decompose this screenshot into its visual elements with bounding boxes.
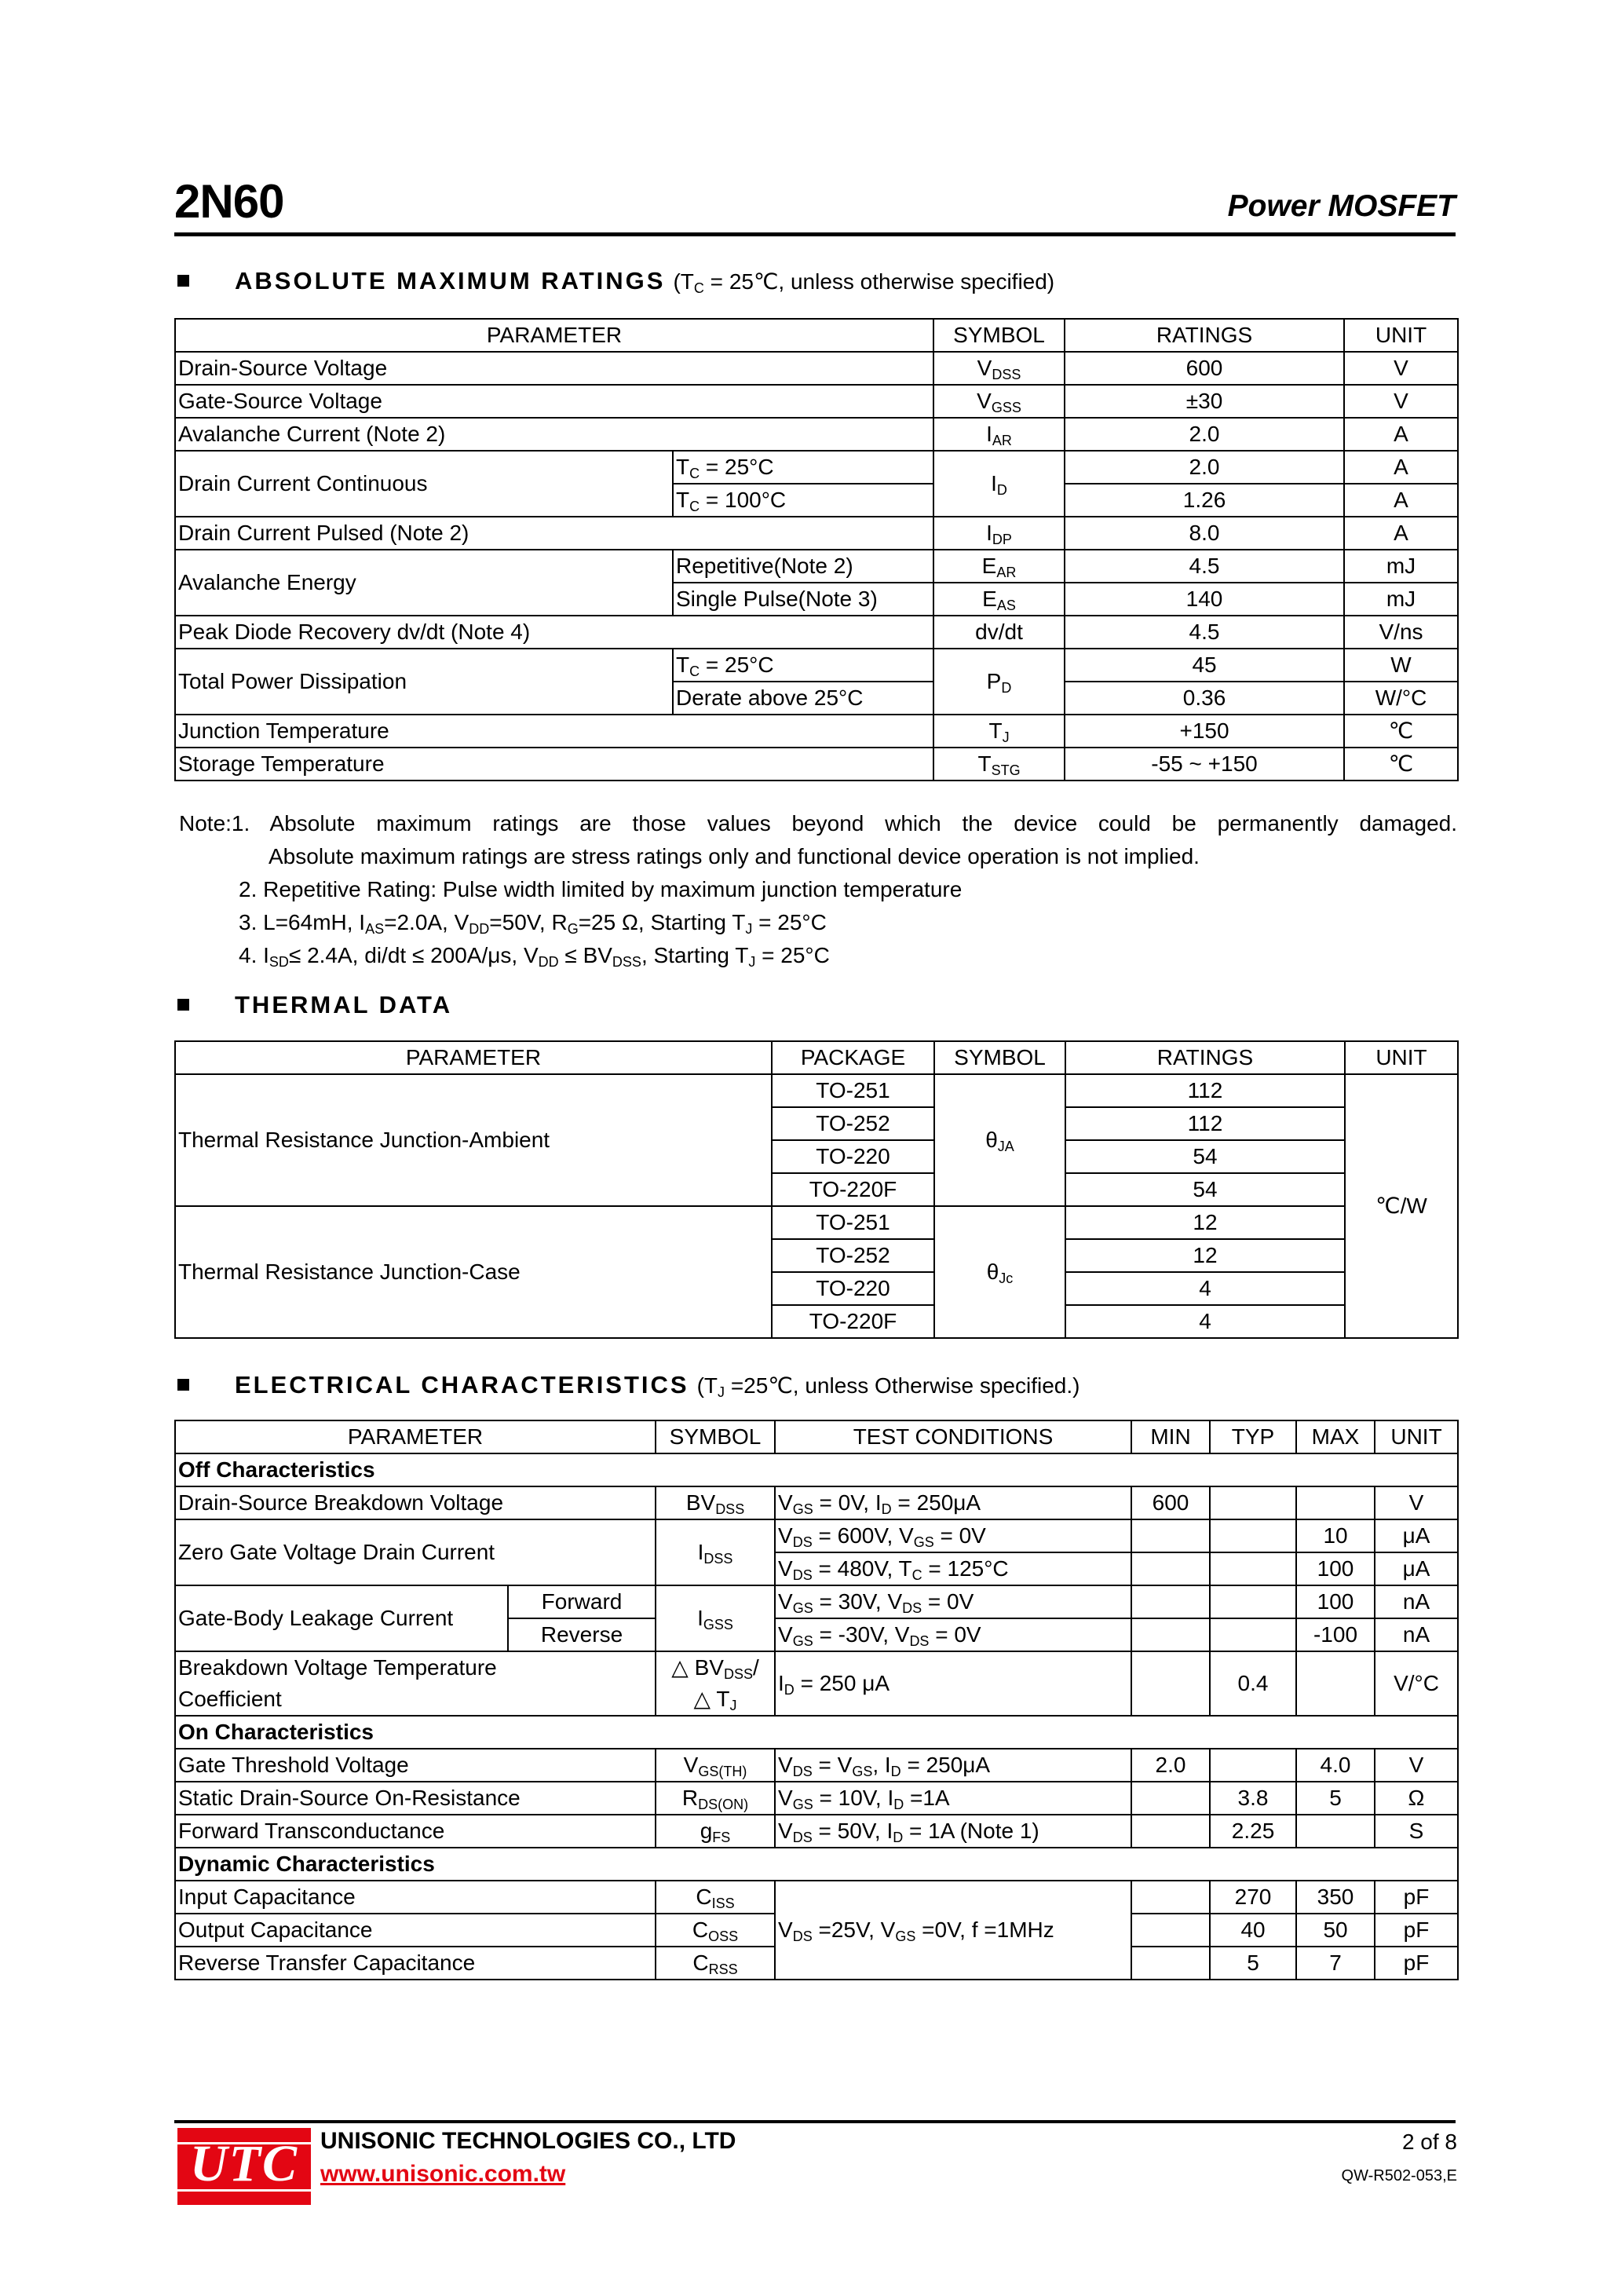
param-cell: Output Capacitance [175, 1914, 656, 1947]
condition-cell: $T_C = 25^\circ C$ [673, 451, 933, 484]
param-cell: Input Capacitance [175, 1881, 656, 1914]
max-cell: -100 [1296, 1618, 1375, 1651]
table-row [175, 517, 1458, 550]
symbol-cell: $E_{AS}$ [933, 583, 1065, 616]
max-cell: 50 [1296, 1914, 1375, 1947]
max-cell [1296, 1651, 1375, 1716]
unit-cell: V [1344, 352, 1458, 385]
param-cell: Avalanche Current (Note 2) [175, 418, 933, 451]
min-cell [1131, 1782, 1210, 1815]
header-cell: SYMBOL [934, 1041, 1065, 1074]
footer-rule [174, 2120, 1456, 2123]
symbol-cell: $T_{STG}$ [933, 748, 1065, 781]
off-characteristics-heading: Off Characteristics [175, 1453, 1458, 1486]
condition-cell: Repetitive(Note 2) [673, 550, 933, 583]
package-cell: TO-251 [772, 1206, 934, 1239]
rating-cell: 4.5 [1065, 616, 1344, 649]
max-cell: 7 [1296, 1947, 1375, 1980]
param-cell: Drain-Source Breakdown Voltage [175, 1486, 656, 1519]
param-cell: Gate-Source Voltage [175, 385, 933, 418]
header-cell: TEST CONDITIONS [775, 1420, 1131, 1453]
param-cell: Thermal Resistance Junction-Ambient [175, 1074, 772, 1206]
header-cell: MIN [1131, 1420, 1210, 1453]
note-1: Note:1. Absolute maximum ratings are those values beyond which the device could be permanently damaged. [179, 811, 1457, 835]
rating-cell: 600 [1065, 352, 1344, 385]
table-row [175, 1486, 1458, 1519]
subheader-row [175, 1453, 1458, 1486]
unit-cell: nA [1375, 1585, 1458, 1618]
max-cell: 4.0 [1296, 1749, 1375, 1782]
electrical-characteristics-table [174, 1420, 1459, 1980]
typ-cell [1210, 1749, 1296, 1782]
notes-block [179, 807, 1457, 972]
max-cell: 100 [1296, 1552, 1375, 1585]
table-row [175, 748, 1458, 781]
unit-cell: mJ [1344, 550, 1458, 583]
dynamic-characteristics-heading: Dynamic Characteristics [175, 1848, 1458, 1881]
header-rule [174, 232, 1456, 236]
min-cell [1131, 1947, 1210, 1980]
header-cell: TYP [1210, 1420, 1296, 1453]
unit-cell: A [1344, 451, 1458, 484]
package-cell: TO-220 [772, 1140, 934, 1173]
symbol-cell: $R_{DS(ON)}$ [656, 1782, 775, 1815]
package-cell: TO-251 [772, 1074, 934, 1107]
condition-cell: $V_{DS} = V_{GS}$, $I_D = 250\mu A$ [775, 1749, 1131, 1782]
symbol-cell: $I_{AR}$ [933, 418, 1065, 451]
symbol-cell: $V_{GS(TH)}$ [656, 1749, 775, 1782]
header-cell: SYMBOL [933, 319, 1065, 352]
max-cell: 5 [1296, 1782, 1375, 1815]
max-cell [1296, 1486, 1375, 1519]
thermal-data-table [174, 1040, 1459, 1339]
max-cell: 10 [1296, 1519, 1375, 1552]
unit-cell: pF [1375, 1881, 1458, 1914]
symbol-cell: $I_{DP}$ [933, 517, 1065, 550]
part-number: 2N60 [174, 175, 284, 228]
param-cell: Breakdown Voltage Temperature Coefficient [175, 1651, 656, 1716]
subheader-row [175, 1848, 1458, 1881]
symbol-cell: $I_{DSS}$ [656, 1519, 775, 1585]
param-cell: Avalanche Energy [175, 550, 673, 616]
header-cell: PARAMETER [175, 319, 933, 352]
condition-cell: $V_{DS} = 50V$, $I_D = 1A$ (Note 1) [775, 1815, 1131, 1848]
table-row [175, 1651, 1458, 1716]
bullet-square-icon [177, 275, 189, 287]
table-row [175, 649, 1458, 682]
header-cell: PARAMETER [175, 1041, 772, 1074]
rating-cell: -55 ~ +150 [1065, 748, 1344, 781]
note-1-cont: Absolute maximum ratings are stress ratings only and functional device operation is not implied. [269, 844, 1200, 868]
unit-cell: V [1375, 1749, 1458, 1782]
min-cell [1131, 1519, 1210, 1552]
header-cell: UNIT [1375, 1420, 1458, 1453]
unit-cell: A [1344, 517, 1458, 550]
min-cell [1131, 1552, 1210, 1585]
table-row [175, 451, 1458, 484]
header-cell: RATINGS [1065, 319, 1344, 352]
condition-cell: $V_{DS} = 480V$, $T_C = 125^\circ C$ [775, 1552, 1131, 1585]
symbol-cell: △ $BV_{DSS}/$ △ $T_J$ [656, 1651, 775, 1716]
table-row [175, 418, 1458, 451]
rating-cell: 12 [1065, 1239, 1345, 1272]
unit-cell: S [1375, 1815, 1458, 1848]
table-row [175, 1749, 1458, 1782]
table-row [175, 1881, 1458, 1914]
subheader-row [175, 1716, 1458, 1749]
condition-cell: $V_{DS} =25V$, $V_{GS} =0V$, f =1MHz [775, 1881, 1131, 1980]
symbol-cell: $I_{GSS}$ [656, 1585, 775, 1651]
table-row [175, 715, 1458, 748]
package-cell: TO-220F [772, 1173, 934, 1206]
utc-logo: UTC [177, 2128, 311, 2205]
typ-cell [1210, 1486, 1296, 1519]
document-number: QW-R502-053,E [1341, 2167, 1457, 2184]
note-2: 2. Repetitive Rating: Pulse width limited by maximum junction temperature [239, 877, 963, 901]
bullet-square-icon [177, 1379, 189, 1391]
package-cell: TO-252 [772, 1239, 934, 1272]
rating-cell: 4 [1065, 1305, 1345, 1338]
header-cell: UNIT [1344, 319, 1458, 352]
table-header-row [175, 1420, 1458, 1453]
rating-cell: 8.0 [1065, 517, 1344, 550]
unit-cell: nA [1375, 1618, 1458, 1651]
on-characteristics-heading: On Characteristics [175, 1716, 1458, 1749]
symbol-cell: $C_{OSS}$ [656, 1914, 775, 1947]
thermal-section-title: THERMAL DATA [177, 991, 452, 1019]
param-cell: Thermal Resistance Junction-Case [175, 1206, 772, 1338]
symbol-cell: $V_{GSS}$ [933, 385, 1065, 418]
condition-cell: $V_{GS} = 10V$, $I_D =1A$ [775, 1782, 1131, 1815]
symbol-cell: $C_{ISS}$ [656, 1881, 775, 1914]
param-cell: Gate-Body Leakage Current [175, 1585, 508, 1651]
table-row [175, 616, 1458, 649]
unit-cell: ℃ [1344, 715, 1458, 748]
absolute-maximum-ratings-table [174, 318, 1459, 781]
package-cell: TO-220 [772, 1272, 934, 1305]
typ-cell: 40 [1210, 1914, 1296, 1947]
max-cell: 100 [1296, 1585, 1375, 1618]
min-cell [1131, 1585, 1210, 1618]
symbol-cell: $\theta_{JA}$ [934, 1074, 1065, 1206]
symbol-cell: $T_J$ [933, 715, 1065, 748]
symbol-cell: $E_{AR}$ [933, 550, 1065, 583]
rating-cell: 4 [1065, 1272, 1345, 1305]
header-cell: MAX [1296, 1420, 1375, 1453]
condition-cell: $I_D = 250$ μA [775, 1651, 1131, 1716]
param-cell: Gate Threshold Voltage [175, 1749, 656, 1782]
table-row [175, 385, 1458, 418]
table-row [175, 352, 1458, 385]
bullet-square-icon [177, 999, 189, 1011]
table-row [175, 1206, 1458, 1239]
table-row [175, 1074, 1458, 1107]
header-cell: SYMBOL [656, 1420, 775, 1453]
rating-cell: 112 [1065, 1074, 1345, 1107]
condition-cell: $T_C = 25^\circ C$ [673, 649, 933, 682]
min-cell [1131, 1651, 1210, 1716]
unit-cell: A [1344, 418, 1458, 451]
table-row [175, 1815, 1458, 1848]
param-cell: Reverse Transfer Capacitance [175, 1947, 656, 1980]
typ-cell: 270 [1210, 1881, 1296, 1914]
param-cell: Drain Current Pulsed (Note 2) [175, 517, 933, 550]
symbol-cell: $I_D$ [933, 451, 1065, 517]
param-cell: Drain Current Continuous [175, 451, 673, 517]
max-cell: 350 [1296, 1881, 1375, 1914]
typ-cell [1210, 1585, 1296, 1618]
typ-cell [1210, 1519, 1296, 1552]
package-cell: TO-220F [772, 1305, 934, 1338]
header-cell: RATINGS [1065, 1041, 1345, 1074]
rating-cell: 45 [1065, 649, 1344, 682]
param-cell: Zero Gate Voltage Drain Current [175, 1519, 656, 1585]
min-cell [1131, 1815, 1210, 1848]
unit-cell: V [1375, 1486, 1458, 1519]
table-row [175, 1782, 1458, 1815]
max-cell [1296, 1815, 1375, 1848]
header-cell: PACKAGE [772, 1041, 934, 1074]
min-cell: 600 [1131, 1486, 1210, 1519]
table-row [175, 550, 1458, 583]
param-cell: Junction Temperature [175, 715, 933, 748]
unit-cell: W/°C [1344, 682, 1458, 715]
param-cell: Total Power Dissipation [175, 649, 673, 715]
unit-cell: V/°C [1375, 1651, 1458, 1716]
device-category: Power MOSFET [1227, 189, 1456, 223]
typ-cell: 5 [1210, 1947, 1296, 1980]
rating-cell: 2.0 [1065, 451, 1344, 484]
table-header-row [175, 319, 1458, 352]
min-cell: 2.0 [1131, 1749, 1210, 1782]
rating-cell: 1.26 [1065, 484, 1344, 517]
param-cell: Forward Transconductance [175, 1815, 656, 1848]
company-name: UNISONIC TECHNOLOGIES CO., LTD [320, 2128, 736, 2154]
min-cell [1131, 1881, 1210, 1914]
table-row [175, 1519, 1458, 1552]
unit-cell: μA [1375, 1519, 1458, 1552]
condition-cell: Derate above 25°C [673, 682, 933, 715]
rating-cell: 4.5 [1065, 550, 1344, 583]
unit-cell: ℃/W [1345, 1074, 1458, 1338]
unit-cell: V [1344, 385, 1458, 418]
electrical-section-title: ELECTRICAL CHARACTERISTICS ($T_J$ =25℃, unless Otherwise specified.) [177, 1371, 1080, 1399]
table-header-row [175, 1041, 1458, 1074]
min-cell [1131, 1914, 1210, 1947]
amr-section-title: ABSOLUTE MAXIMUM RATINGS ($T_C$ = 25℃, unless otherwise specified) [177, 267, 1054, 295]
condition-cell: $T_C = 100^\circ C$ [673, 484, 933, 517]
rating-cell: 12 [1065, 1206, 1345, 1239]
symbol-cell: $g_{FS}$ [656, 1815, 775, 1848]
param-cell: Static Drain-Source On-Resistance [175, 1782, 656, 1815]
unit-cell: pF [1375, 1947, 1458, 1980]
min-cell [1131, 1618, 1210, 1651]
direction-cell: Forward [508, 1585, 656, 1618]
rating-cell: 2.0 [1065, 418, 1344, 451]
param-cell: Peak Diode Recovery dv/dt (Note 4) [175, 616, 933, 649]
rating-cell: 54 [1065, 1140, 1345, 1173]
package-cell: TO-252 [772, 1107, 934, 1140]
rating-cell: 112 [1065, 1107, 1345, 1140]
unit-cell: V/ns [1344, 616, 1458, 649]
symbol-cell: $C_{RSS}$ [656, 1947, 775, 1980]
symbol-cell: $BV_{DSS}$ [656, 1486, 775, 1519]
condition-cell: $V_{GS} = 30V$, $V_{DS} = 0V$ [775, 1585, 1131, 1618]
symbol-cell: $V_{DSS}$ [933, 352, 1065, 385]
typ-cell: 3.8 [1210, 1782, 1296, 1815]
page-number: 2 of 8 [1401, 2130, 1457, 2154]
param-cell: Storage Temperature [175, 748, 933, 781]
rating-cell: 54 [1065, 1173, 1345, 1206]
rating-cell: 140 [1065, 583, 1344, 616]
typ-cell: 2.25 [1210, 1815, 1296, 1848]
note-4: 4. $I_{SD}\le 2.4A$, di/dt ≤ 200A/μs, $V_{DD} \le BV_{DSS}$, Starting $T_J = 25^\circ C$ [239, 943, 830, 970]
symbol-cell: $\theta_{Jc}$ [934, 1206, 1065, 1338]
symbol-cell: $P_D$ [933, 649, 1065, 715]
rating-cell: +150 [1065, 715, 1344, 748]
unit-cell: pF [1375, 1914, 1458, 1947]
header-cell: UNIT [1345, 1041, 1458, 1074]
condition-cell: $V_{GS} = 0V$, $I_D = 250\mu A$ [775, 1486, 1131, 1519]
typ-cell: 0.4 [1210, 1651, 1296, 1716]
typ-cell [1210, 1618, 1296, 1651]
condition-cell: Single Pulse(Note 3) [673, 583, 933, 616]
unit-cell: μA [1375, 1552, 1458, 1585]
condition-cell: $V_{GS} = -30V$, $V_{DS} = 0V$ [775, 1618, 1131, 1651]
rating-cell: 0.36 [1065, 682, 1344, 715]
unit-cell: Ω [1375, 1782, 1458, 1815]
condition-cell: $V_{DS} = 600V$, $V_{GS} = 0V$ [775, 1519, 1131, 1552]
header-cell: PARAMETER [175, 1420, 656, 1453]
unit-cell: A [1344, 484, 1458, 517]
note-3: 3. L=64mH, $I_{AS}=2.0A$, $V_{DD}=50V$, $R_G=25$ Ω, Starting $T_J = 25^\circ C$ [239, 910, 827, 937]
rating-cell: ±30 [1065, 385, 1344, 418]
unit-cell: ℃ [1344, 748, 1458, 781]
symbol-cell: dv/dt [933, 616, 1065, 649]
table-row [175, 1585, 1458, 1618]
website-link[interactable]: www.unisonic.com.tw [320, 2161, 566, 2187]
param-cell: Drain-Source Voltage [175, 352, 933, 385]
direction-cell: Reverse [508, 1618, 656, 1651]
unit-cell: W [1344, 649, 1458, 682]
unit-cell: mJ [1344, 583, 1458, 616]
typ-cell [1210, 1552, 1296, 1585]
